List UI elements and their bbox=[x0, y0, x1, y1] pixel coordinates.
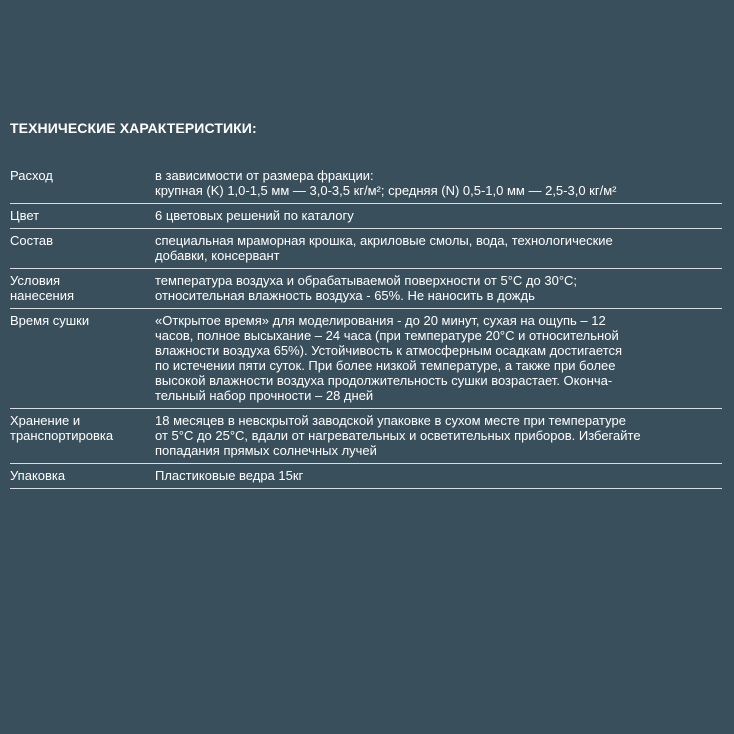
spec-row-application-conditions bbox=[10, 269, 722, 309]
spec-row-storage bbox=[10, 409, 722, 464]
spec-value: специальная мраморная крошка, акриловые смолы, вода, технологические добавки, консервант bbox=[155, 233, 613, 263]
spec-row-packaging bbox=[10, 464, 722, 489]
spec-value: 18 месяцев в невскрытой заводской упаковке в сухом месте при температуре от 5°С до 25°С, вдали от нагревательных и осветительных приборов. Избегайте попадания прямых солнечных лучей bbox=[155, 413, 641, 458]
spec-table bbox=[10, 164, 722, 489]
spec-label: Расход bbox=[10, 168, 53, 183]
spec-value: «Открытое время» для моделирования - до 20 минут, сухая на ощупь – 12 часов, полное высыхание – 24 часа (при температуре 20°С и относительной влажности воздуха 65%). Устойчивость к атмосферным осадкам достигается по истечении пяти суток. При более низкой температуре, а также при более высокой влажности воздуха продолжительность сушки возрастает. Оконча- тельный набор прочности – 28 дней bbox=[155, 313, 623, 403]
spec-value: Пластиковые ведра 15кг bbox=[155, 468, 304, 483]
spec-row-color bbox=[10, 204, 722, 229]
spec-row-consumption bbox=[10, 164, 722, 204]
spec-label: Условия нанесения bbox=[10, 273, 75, 303]
spec-label: Цвет bbox=[10, 208, 40, 223]
spec-sheet bbox=[10, 120, 722, 489]
spec-label: Состав bbox=[10, 233, 54, 248]
spec-label: Время сушки bbox=[10, 313, 90, 328]
page-title: ТЕХНИЧЕСКИЕ ХАРАКТЕРИСТИКИ: bbox=[10, 120, 257, 136]
spec-label: Упаковка bbox=[10, 468, 66, 483]
spec-value: температура воздуха и обрабатываемой поверхности от 5°С до 30°С; относительная влажность воздуха - 65%. Не наносить в дождь bbox=[155, 273, 578, 303]
spec-row-composition bbox=[10, 229, 722, 269]
spec-value: в зависимости от размера фракции: крупная (K) 1,0-1,5 мм — 3,0-3,5 кг/м²; средняя (N) 0,5-1,0 мм — 2,5-3,0 кг/м² bbox=[155, 168, 617, 198]
spec-row-drying-time bbox=[10, 309, 722, 409]
spec-value: 6 цветовых решений по каталогу bbox=[155, 208, 354, 223]
spec-label: Хранение и транспортировка bbox=[10, 413, 114, 443]
